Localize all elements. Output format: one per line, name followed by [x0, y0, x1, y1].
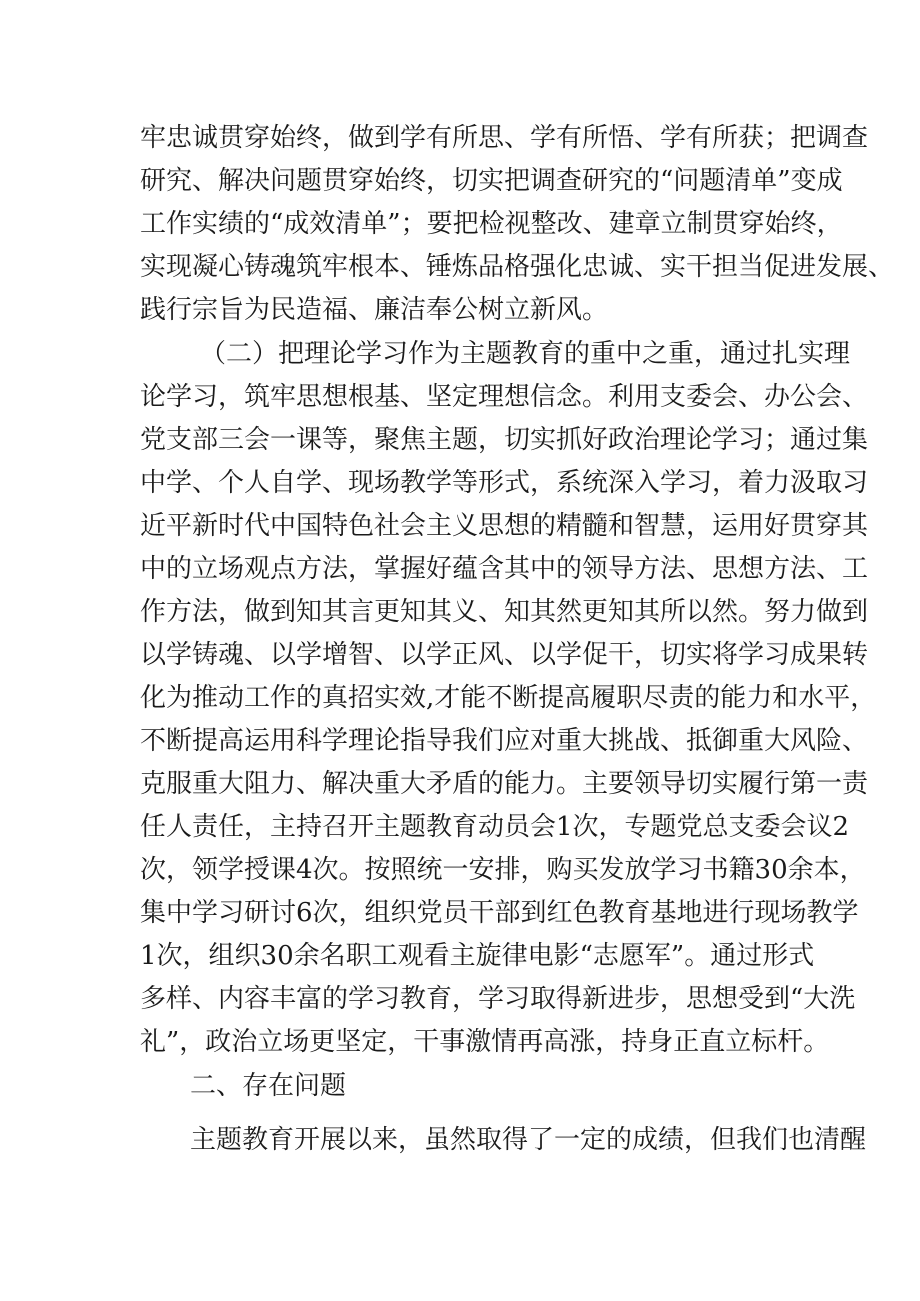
paragraph-line: 任人责任，主持召开主题教育动员会1次，专题党总支委会议2: [140, 812, 850, 842]
paragraph-line: 1次，组织30余名职工观看主旋律电影“志愿军”。通过形式: [140, 941, 815, 971]
paragraph-line: 党支部三会一课等，聚焦主题，切实抓好政治理论学习；通过集: [140, 425, 869, 455]
paragraph-line: 实现凝心铸魂筑牢根本、锤炼品格强化忠诚、实干担当促进发展、: [140, 252, 895, 282]
paragraph-line: 主题教育开展以来，虽然取得了一定的成绩，但我们也清醒: [190, 1125, 867, 1155]
section-heading-line: （二）把理论学习作为主题教育的重中之重，通过扎实理: [200, 339, 851, 369]
paragraph-line: 以学铸魂、以学增智、以学正风、以学促干，切实将学习成果转: [140, 640, 869, 670]
paragraph-line: 中的立场观点方法，掌握好蕴含其中的领导方法、思想方法、工: [140, 554, 869, 584]
paragraph-line: 牢忠诚贯穿始终，做到学有所思、学有所悟、学有所获；把调查: [140, 123, 869, 153]
paragraph-line: 克服重大阻力、解决重大矛盾的能力。主要领导切实履行第一责: [140, 769, 869, 799]
paragraph-line: 工作实绩的“成效清单”；要把检视整改、建章立制贯穿始终，: [140, 209, 843, 239]
paragraph-line: 不断提高运用科学理论指导我们应对重大挑战、抵御重大风险、: [140, 726, 869, 756]
paragraph-line: 作方法，做到知其言更知其义、知其然更知其所以然。努力做到: [140, 597, 869, 627]
paragraph-line: 研究、解决问题贯穿始终，切实把调查研究的“问题清单”变成: [140, 166, 843, 196]
section-heading: 二、存在问题: [190, 1071, 347, 1101]
paragraph-line: 次，领学授课4次。按照统一安排，购买发放学习书籍30余本，: [140, 855, 866, 885]
paragraph-line: 化为推动工作的真招实效,才能不断提高履职尽责的能力和水平，: [140, 683, 877, 713]
paragraph-line: 礼”，政治立场更坚定，干事激情再高涨，持身正直立标杆。: [140, 1027, 830, 1057]
paragraph-line: 践行宗旨为民造福、廉洁奉公树立新风。: [140, 295, 609, 325]
paragraph-line: 论学习，筑牢思想根基、坚定理想信念。利用支委会、办公会、: [140, 382, 869, 412]
paragraph-line: 中学、个人自学、现场教学等形式，系统深入学习，着力汲取习: [140, 468, 869, 498]
paragraph-line: 多样、内容丰富的学习教育，学习取得新进步，思想受到“大洗: [140, 984, 856, 1014]
paragraph-line: 近平新时代中国特色社会主义思想的精髓和智慧，运用好贯穿其: [140, 511, 869, 541]
paragraph-line: 集中学习研讨6次，组织党员干部到红色教育基地进行现场教学: [140, 898, 859, 928]
